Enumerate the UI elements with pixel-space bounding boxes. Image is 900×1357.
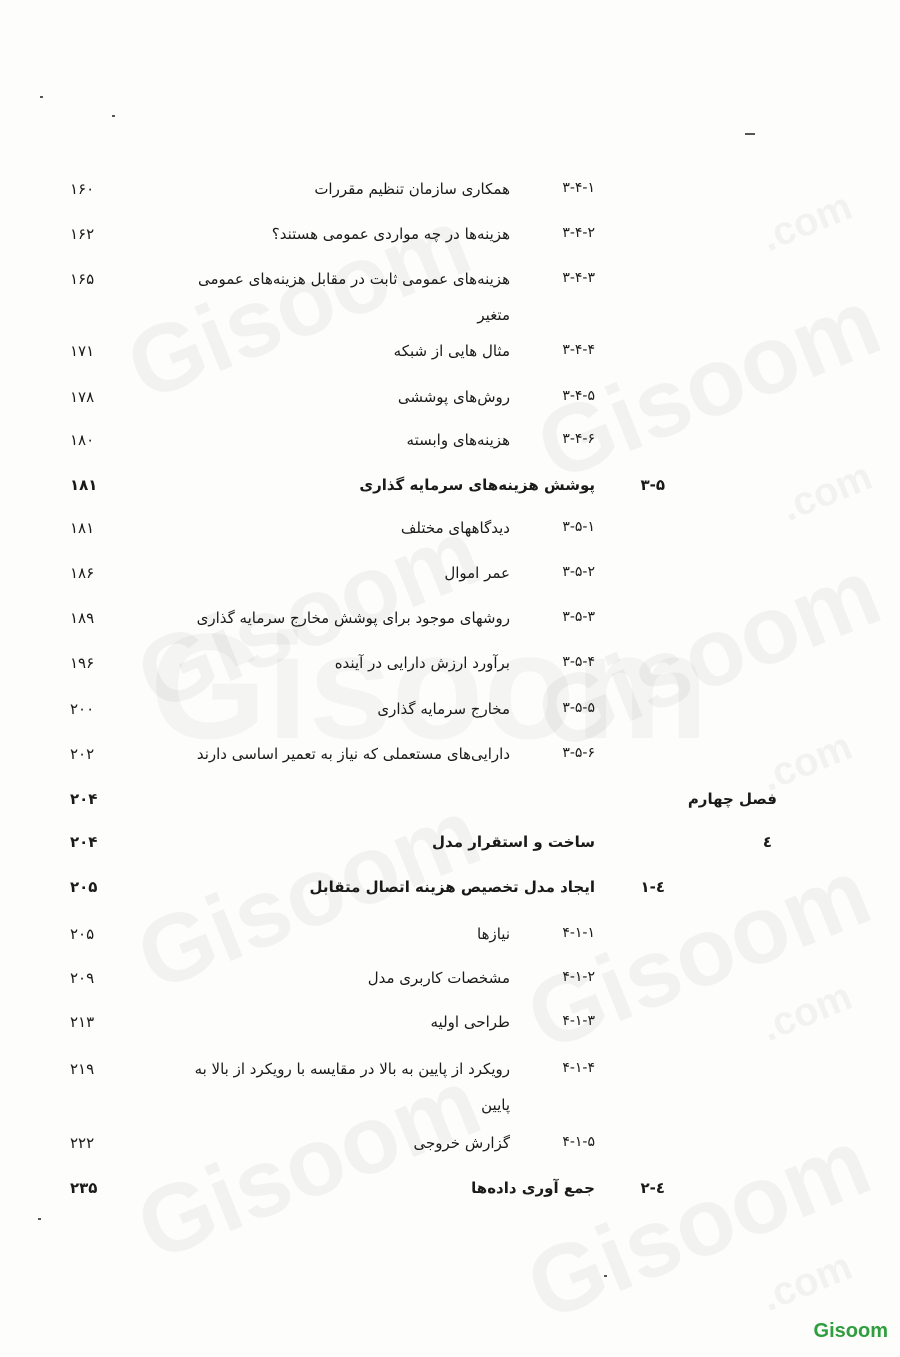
toc-entry <box>0 180 900 210</box>
watermark-dotcom <box>755 1244 858 1321</box>
toc-entry-title: عمر اموال <box>444 564 510 582</box>
toc-entry <box>0 925 900 955</box>
toc-entry-title: همکاری سازمان تنظیم مقررات <box>314 180 510 198</box>
toc-page-number: ۱۶۰ <box>70 180 95 198</box>
toc-entry-number: ۳-۴-۶ <box>562 431 595 447</box>
watermark <box>522 267 895 503</box>
toc-entry-title: روشهای موجود برای پوشش مخارج سرمایه گذاری <box>196 609 510 627</box>
toc-entry-number: ۳-۵-۵ <box>562 700 595 716</box>
toc-page-number: ۱۷۸ <box>70 388 95 406</box>
toc-chapter-title <box>0 833 900 863</box>
toc-entry <box>0 1013 900 1043</box>
toc-entry-title: مثال هایی از شبکه <box>393 342 510 360</box>
toc-chapter <box>0 790 900 820</box>
toc-page-number: ۱۶۲ <box>70 225 95 243</box>
scan-mark <box>40 96 43 98</box>
toc-entry <box>0 1134 900 1164</box>
toc-entry <box>0 519 900 549</box>
toc-entry <box>0 969 900 999</box>
toc-entry-title: گزارش خروجی <box>413 1134 510 1152</box>
toc-section <box>0 1179 900 1209</box>
toc-entry-title: هزینه‌های وابسته <box>406 431 510 449</box>
toc-page-number: ۱۶۵ <box>70 270 95 288</box>
toc-entry-number: ۳-۵-۳ <box>562 609 595 625</box>
toc-entry <box>0 700 900 730</box>
toc-entry-title: طراحی اولیه <box>430 1013 510 1031</box>
toc-entry <box>0 609 900 639</box>
toc-section-title: ایجاد مدل تخصیص هزینه اتصال متقابل <box>309 878 595 896</box>
toc-page-number: ۲۰۵ <box>70 878 98 896</box>
toc-entry-number: ۴-۱-۱ <box>562 925 595 941</box>
toc-entry-continuation <box>0 306 900 336</box>
toc-section-number: ٤-۱ <box>640 878 665 896</box>
chapter-label: فصل چهارم <box>687 790 777 808</box>
toc-entry-number: ۳-۴-۵ <box>562 388 595 404</box>
toc-section-title: جمع آوری داده‌ها <box>471 1179 595 1197</box>
toc-page-number: ۲۰۵ <box>70 925 95 943</box>
toc-page-number: ۱۸۱ <box>70 519 95 537</box>
toc-entry-title: روش‌های پوششی <box>397 388 510 406</box>
scan-mark <box>38 1218 41 1220</box>
toc-page-number: ۱۸۰ <box>70 431 95 449</box>
toc-section <box>0 476 900 506</box>
toc-entry-title: نیازها <box>477 925 510 943</box>
toc-entry <box>0 270 900 300</box>
toc-entry-title-continued: پایین <box>481 1096 510 1114</box>
toc-entry-number: ۴-۱-۲ <box>562 969 595 985</box>
toc-entry-number: ۳-۴-۱ <box>562 180 595 196</box>
toc-entry <box>0 564 900 594</box>
toc-section-title: پوشش هزینه‌های سرمایه گذاری <box>359 476 595 494</box>
toc-entry-number: ۴-۱-۴ <box>562 1060 595 1076</box>
toc-page-number: ۱۷۱ <box>70 342 95 360</box>
toc-page-number: ۲۲۲ <box>70 1134 95 1152</box>
scan-mark <box>112 115 115 117</box>
toc-entry <box>0 654 900 684</box>
toc-page-number: ۲۰۴ <box>70 833 98 851</box>
scan-mark <box>745 133 755 135</box>
toc-entry-title: دیدگاههای مختلف <box>400 519 510 537</box>
toc-entry-title: هزینه‌ها در چه مواردی عمومی هستند؟ <box>271 225 510 243</box>
toc-entry <box>0 745 900 775</box>
toc-entry-number: ۳-۴-۲ <box>562 225 595 241</box>
toc-entry <box>0 388 900 418</box>
toc-entry-title: رویکرد از پایین به بالا در مقایسه با رویکرد از بالا به <box>194 1060 510 1078</box>
chapter-number: ٤ <box>762 833 772 851</box>
toc-entry-continuation <box>0 1096 900 1126</box>
toc-section <box>0 878 900 908</box>
toc-entry-number: ۴-۱-۳ <box>562 1013 595 1029</box>
toc-page-number: ۲۱۹ <box>70 1060 95 1078</box>
toc-entry-title: دارایی‌های مستعملی که نیاز به تعمیر اساسی دارند <box>196 745 510 763</box>
toc-entry-title-continued: متغیر <box>477 306 510 324</box>
toc-page-number: ۲۰۲ <box>70 745 95 763</box>
chapter-title: ساخت و استقرار مدل <box>432 833 595 851</box>
toc-page-number: ۲۳۵ <box>70 1179 98 1197</box>
toc-entry-title: برآورد ارزش دارایی در آینده <box>334 654 510 672</box>
gisoom-logo: Gisoom <box>813 1320 888 1342</box>
scan-mark <box>604 1275 607 1277</box>
toc-page-number: ۲۰۹ <box>70 969 95 987</box>
toc-section-number: ٤-۲ <box>640 1179 665 1197</box>
toc-entry-number: ۴-۱-۵ <box>562 1134 595 1150</box>
toc-page-number: ۱۹۶ <box>70 654 95 672</box>
toc-page-number: ۲۰۰ <box>70 700 95 718</box>
toc-entry-title: مخارج سرمایه گذاری <box>377 700 510 718</box>
toc-entry-number: ۳-۵-۴ <box>562 654 595 670</box>
toc-entry-title: مشخصات کاربری مدل <box>367 969 510 987</box>
toc-page-number: ۲۰۴ <box>70 790 98 808</box>
toc-entry-title: هزینه‌های عمومی ثابت در مقابل هزینه‌های عمومی <box>197 270 510 288</box>
toc-entry-number: ۳-۴-۳ <box>562 270 595 286</box>
toc-entry <box>0 225 900 255</box>
toc-page-number: ۱۸۱ <box>70 476 98 494</box>
toc-entry-number: ۳-۴-۴ <box>562 342 595 358</box>
toc-entry-number: ۳-۵-۶ <box>562 745 595 761</box>
toc-entry <box>0 431 900 461</box>
toc-section-number: ۳-۵ <box>640 476 665 494</box>
toc-page-number: ۱۸۹ <box>70 609 95 627</box>
toc-entry-number: ۳-۵-۱ <box>562 519 595 535</box>
toc-entry <box>0 342 900 372</box>
toc-page-number: ۲۱۳ <box>70 1013 95 1031</box>
toc-page-number: ۱۸۶ <box>70 564 95 582</box>
toc-entry <box>0 1060 900 1090</box>
toc-entry-number: ۳-۵-۲ <box>562 564 595 580</box>
